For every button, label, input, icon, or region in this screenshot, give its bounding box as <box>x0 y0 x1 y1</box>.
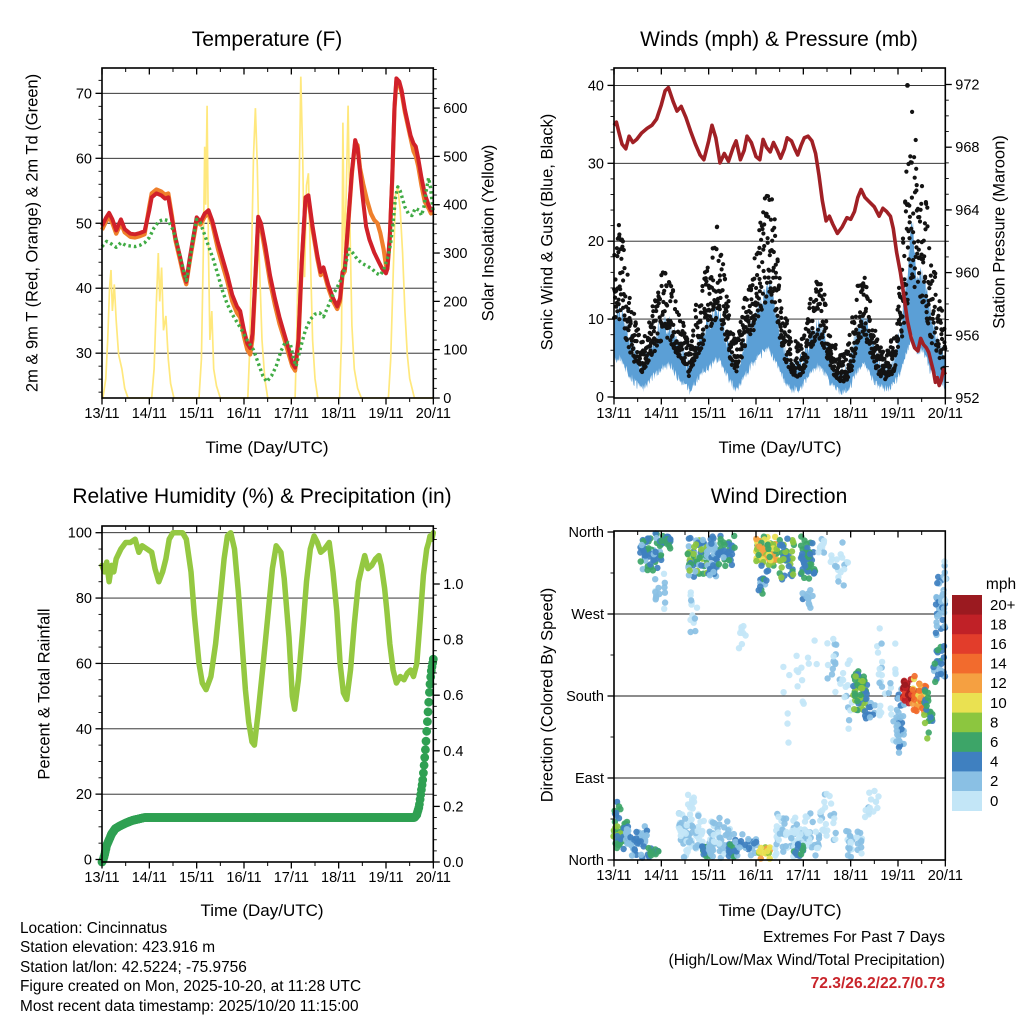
x-tick-label: 14/11 <box>643 868 679 884</box>
y-tick-label: 1.0 <box>443 577 464 593</box>
y-tick-label: 100 <box>443 342 468 359</box>
y-tick-label: 200 <box>443 294 468 311</box>
y-tick-label: 40 <box>75 281 92 298</box>
y-tick-label: 0 <box>443 391 452 407</box>
y-axis-label-solar-right: Solar Insolation (Yellow) <box>479 144 498 322</box>
y-tick-label: 60 <box>75 151 92 168</box>
x-tick-label: 20/11 <box>415 406 451 422</box>
x-tick-label: 18/11 <box>321 406 357 422</box>
x-tick-label: 13/11 <box>84 870 120 886</box>
direction-tick-label: North <box>568 525 604 542</box>
colorbar-label: 8 <box>990 714 999 732</box>
station-latlon: Station lat/lon: 42.5224; -75.9756 <box>20 958 247 976</box>
x-tick-label: 15/11 <box>179 870 215 886</box>
y-tick-label: 960 <box>955 265 980 282</box>
colorbar-label: 4 <box>990 753 999 771</box>
x-tick-label: 14/11 <box>131 870 167 886</box>
x-tick-label: 14/11 <box>643 406 679 422</box>
x-tick-label: 17/11 <box>785 406 821 422</box>
temp-9m-line <box>102 81 433 371</box>
colorbar-label: 14 <box>990 655 1007 673</box>
direction-tick-label: West <box>571 607 604 624</box>
colorbar-label: 12 <box>990 675 1007 693</box>
gust-outlier-dot <box>905 83 910 88</box>
extremes-title: Extremes For Past 7 Days <box>763 929 945 946</box>
x-tick-label: 19/11 <box>368 870 404 886</box>
x-tick-label: 20/11 <box>927 868 963 884</box>
x-tick-label: 18/11 <box>833 406 869 422</box>
y-tick-label: 400 <box>443 197 468 214</box>
x-tick-label: 14/11 <box>131 406 167 422</box>
direction-tick-label: East <box>574 771 604 788</box>
y-tick-label: 30 <box>75 346 92 363</box>
x-tick-label: 16/11 <box>738 406 774 422</box>
x-tick-label: 17/11 <box>273 870 309 886</box>
x-axis-label-temperature: Time (Day/UTC) <box>205 438 329 457</box>
colorbar-label: 20+ <box>990 596 1016 614</box>
x-axis-label-rh: Time (Day/UTC) <box>200 901 324 920</box>
x-tick-label: 20/11 <box>927 406 963 422</box>
extremes-subtitle: (High/Low/Max Wind/Total Precipitation) <box>668 952 945 969</box>
y-tick-label: 952 <box>955 391 980 407</box>
x-tick-label: 19/11 <box>880 868 916 884</box>
y-axis-label-direction-left: Direction (Colored By Speed) <box>538 587 557 803</box>
extremes-values: 72.3/26.2/22.7/0.73 <box>810 975 945 992</box>
y-axis-label-pressure-right: Station Pressure (Maroon) <box>990 135 1009 329</box>
y-tick-label: 972 <box>955 77 980 94</box>
y-tick-label: 20 <box>587 234 604 251</box>
y-tick-label: 70 <box>75 86 92 103</box>
direction-tick-label: North <box>568 853 604 869</box>
x-tick-label: 17/11 <box>785 868 821 884</box>
x-tick-label: 20/11 <box>415 870 451 886</box>
x-tick-label: 15/11 <box>691 868 727 884</box>
x-tick-label: 15/11 <box>691 406 727 422</box>
x-axis-label-winds: Time (Day/UTC) <box>718 438 842 457</box>
x-tick-label: 13/11 <box>596 868 632 884</box>
chart-title-wind-direction: Wind Direction <box>710 485 848 508</box>
y-tick-label: 968 <box>955 140 980 157</box>
y-axis-label-wind-left: Sonic Wind & Gust (Blue, Black) <box>538 113 557 351</box>
winds-pressure-chart <box>588 68 980 422</box>
chart-title-temperature: Temperature (F) <box>191 28 343 51</box>
y-tick-label: 0.8 <box>443 632 464 649</box>
relative-humidity-line <box>102 533 433 745</box>
x-tick-label: 13/11 <box>84 406 120 422</box>
y-tick-label: 30 <box>587 156 604 173</box>
direction-tick-label: South <box>566 689 604 706</box>
colorbar-label: 16 <box>990 636 1007 653</box>
x-tick-label: 19/11 <box>368 406 404 422</box>
x-tick-label: 16/11 <box>738 868 774 884</box>
y-tick-label: 0.4 <box>443 743 464 760</box>
station-elevation: Station elevation: 423.916 m <box>20 939 216 957</box>
rainfall-dots <box>98 655 438 867</box>
colorbar-label: 6 <box>990 734 999 751</box>
colorbar-label: 2 <box>990 773 999 791</box>
x-tick-label: 17/11 <box>273 406 309 422</box>
recent-timestamp-line: Most recent data timestamp: 2025/10/20 11:15:00 <box>20 997 359 1015</box>
x-tick-label: 16/11 <box>226 406 262 422</box>
y-tick-label: 964 <box>955 202 980 219</box>
station-location: Location: Cincinnatus <box>20 920 168 937</box>
solar-insolation-line <box>102 77 433 398</box>
y-tick-label: 20 <box>75 787 92 804</box>
x-tick-label: 18/11 <box>833 868 869 884</box>
y-axis-label-temperature-left: 2m & 9m T (Red, Orange) & 2m Td (Green) <box>23 73 42 393</box>
speed-colorbar <box>952 576 1016 811</box>
figure-created-line: Figure created on Mon, 2025-10-20, at 11:28 UTC <box>20 978 362 996</box>
extremes-block <box>669 926 945 995</box>
y-tick-label: 0.2 <box>443 799 464 816</box>
x-tick-label: 19/11 <box>880 406 916 422</box>
x-tick-label: 13/11 <box>596 406 632 422</box>
station-info-block <box>20 919 361 1016</box>
y-tick-label: 0 <box>595 390 604 406</box>
y-tick-label: 0.6 <box>443 688 464 705</box>
colorbar-label: 18 <box>990 616 1007 634</box>
y-tick-label: 956 <box>955 328 980 345</box>
temperature-chart <box>76 68 468 422</box>
wind-direction-chart <box>566 525 1016 884</box>
colorbar-label: 0 <box>990 792 999 810</box>
y-tick-label: 600 <box>443 101 468 118</box>
y-tick-label: 0 <box>83 852 92 869</box>
y-tick-label: 0.0 <box>443 855 464 871</box>
x-tick-label: 16/11 <box>226 870 262 886</box>
chart-title-winds-pressure: Winds (mph) & Pressure (mb) <box>640 28 918 51</box>
y-axis-label-rh-left: Percent & Total Rainfall <box>35 608 54 780</box>
x-tick-label: 15/11 <box>179 406 215 422</box>
y-tick-label: 60 <box>75 656 92 673</box>
y-tick-label: 10 <box>587 312 604 329</box>
y-tick-label: 300 <box>443 246 468 263</box>
y-tick-label: 50 <box>75 216 92 233</box>
y-tick-label: 40 <box>75 721 92 738</box>
x-tick-label: 18/11 <box>321 870 357 886</box>
y-tick-label: 80 <box>75 591 92 608</box>
y-tick-label: 500 <box>443 149 468 166</box>
colorbar-label: 10 <box>990 694 1007 712</box>
y-tick-label: 100 <box>67 525 92 542</box>
colorbar-title: mph <box>985 576 1017 593</box>
y-tick-label: 40 <box>587 78 604 95</box>
x-axis-label-wind-direction: Time (Day/UTC) <box>718 901 842 920</box>
rh-precip-chart <box>68 526 464 886</box>
chart-title-rh-precip: Relative Humidity (%) & Precipitation (in) <box>72 485 452 508</box>
